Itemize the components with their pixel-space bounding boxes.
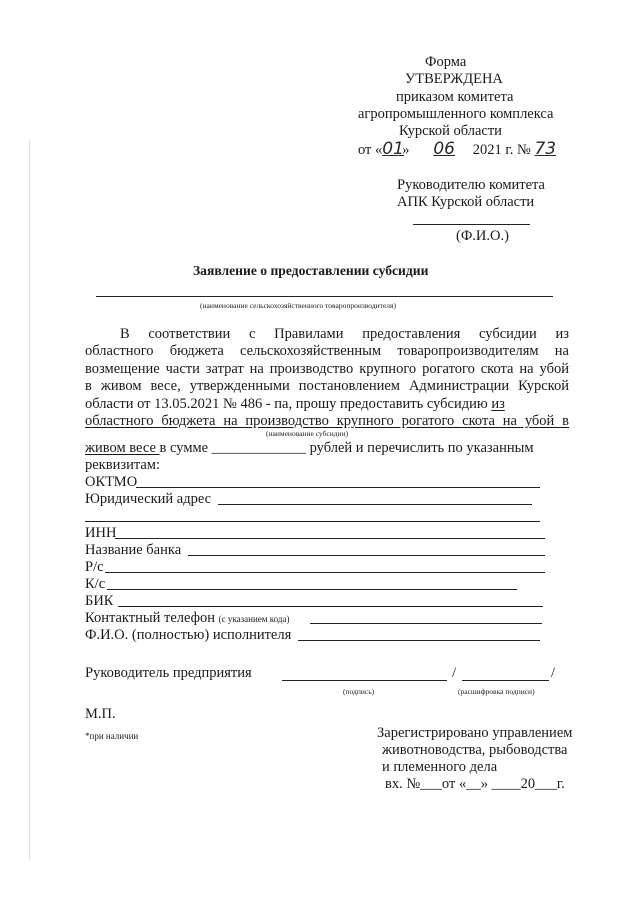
form-label: Форма	[425, 54, 467, 70]
date-prefix: от «	[358, 142, 383, 158]
legal-address-field-2[interactable]	[85, 521, 540, 522]
body-line-8: реквизитам:	[85, 457, 160, 473]
oktmo-field[interactable]	[136, 487, 540, 488]
footnote: *при наличии	[85, 731, 139, 741]
fio-caption: (Ф.И.О.)	[456, 228, 509, 244]
registration-line-3: и племенного дела	[382, 759, 498, 775]
order-line-1: приказом комитета	[396, 89, 514, 105]
signature-caption: (подпись)	[343, 687, 375, 696]
slash-1: /	[452, 665, 457, 681]
corr-account-field[interactable]	[107, 589, 517, 590]
legal-address-label: Юридический адрес	[85, 491, 212, 507]
bank-field[interactable]	[188, 555, 545, 556]
signature-decoding-field[interactable]	[462, 680, 549, 681]
body-line-1: В соответствии с Правилами предоставления субсидии из	[120, 326, 569, 342]
date-mid: »	[402, 142, 410, 158]
body-line-4: в живом весе, утвержденными постановлением Администрации Курской	[85, 378, 569, 394]
executor-field[interactable]	[298, 640, 540, 641]
oktmo-label: ОКТМО	[85, 474, 138, 490]
date-day: 01	[382, 139, 404, 159]
corr-account-label: К/с	[85, 576, 106, 592]
phone-field[interactable]	[310, 623, 542, 624]
account-label: Р/с	[85, 559, 104, 575]
bank-label: Название банка	[85, 542, 182, 558]
stamp-label: М.П.	[85, 706, 116, 722]
fio-line	[413, 224, 530, 225]
body-line-5: области от 13.05.2021 № 486 - па, прошу предоставить субсидию из	[85, 396, 505, 412]
subsidy-caption: (наименование субсидии)	[266, 429, 349, 438]
order-line-3: Курской области	[399, 123, 502, 139]
body-line-2: областного бюджета сельскохозяйственным товаропроизводителям на	[85, 343, 569, 359]
addressee-line-2: АПК Курской области	[397, 194, 535, 210]
inn-field[interactable]	[115, 538, 545, 539]
registration-line-4: вх. №___от «__» ____20___г.	[385, 776, 565, 792]
organization-caption: (наименование сельскохозяйственного товаропроизводителя)	[200, 301, 396, 310]
slash-2: /	[551, 665, 556, 681]
scan-edge-line	[29, 140, 30, 860]
organization-name-line	[96, 296, 553, 297]
decoding-caption: (расшифровка подписи)	[458, 687, 535, 696]
order-date-line	[358, 141, 570, 159]
registration-line-2: животноводства, рыбоводства	[382, 742, 568, 758]
signature-field[interactable]	[282, 680, 447, 681]
order-line-2: агропромышленного комплекса	[358, 106, 554, 122]
body-line-3: возмещение части затрат на производство крупного рогатого скота на убой	[85, 361, 569, 377]
document-title: Заявление о предоставлении субсидии	[193, 263, 429, 278]
approved-label: УТВЕРЖДЕНА	[405, 71, 503, 87]
addressee-line-1: Руководителю комитета	[397, 177, 545, 193]
order-number: 73	[534, 139, 557, 159]
phone-label: Контактный телефон (с указанием кода)	[85, 610, 290, 626]
executor-label: Ф.И.О. (полностью) исполнителя	[85, 627, 292, 643]
body-line-7: живом весе в сумме _____________ рублей и перечислить по указанным	[85, 440, 534, 456]
date-month: 06	[433, 139, 455, 159]
head-label: Руководитель предприятия	[85, 665, 252, 681]
legal-address-field[interactable]	[218, 504, 532, 505]
body-line-6: областного бюджета на производство крупного рогатого скота на убой в	[85, 413, 569, 429]
bik-label: БИК	[85, 593, 114, 609]
bik-field[interactable]	[118, 606, 543, 607]
registration-line-1: Зарегистрировано управлением	[377, 725, 573, 741]
account-field[interactable]	[105, 572, 545, 573]
inn-label: ИНН	[85, 525, 117, 541]
phone-note: (с указанием кода)	[218, 614, 290, 624]
date-year: 2021 г. №	[472, 142, 531, 158]
